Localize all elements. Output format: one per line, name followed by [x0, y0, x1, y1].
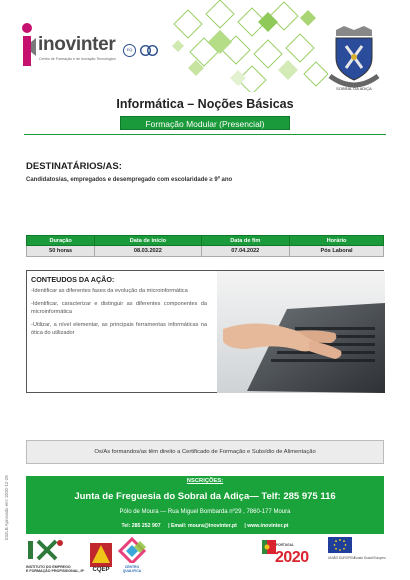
document-code: 032LB Aprovado em: 2020-12-28	[4, 475, 9, 540]
list-item: -Identificar, caracterizar e distinguir as diferentes componentes da microinformática	[31, 301, 207, 315]
inscricoes-main-contact: Junta de Freguesia do Sobral da Adiça— Telf: 285 975 116	[74, 491, 336, 502]
inscricoes-contacts	[26, 523, 384, 529]
contact-phone: Tel: 285 252 907	[121, 523, 161, 529]
cqep-mark-icon	[88, 537, 114, 573]
title-divider	[24, 134, 386, 135]
iqnet-badge-icon	[140, 44, 158, 57]
inovinter-i-icon	[18, 22, 36, 68]
table-row	[27, 246, 384, 257]
cqep-logo	[88, 537, 114, 575]
destinatarios-text: Candidatos/as, empregados e desempregado com escolaridade ≥ 9º ano	[26, 177, 233, 183]
fse-label: Fundo Social Europeu	[354, 556, 386, 560]
laptop-typing-photo	[217, 271, 385, 393]
header-data-inicio: Data de início	[95, 236, 201, 246]
eu-label: UNIÃO EUROPEIA	[328, 556, 356, 560]
cell-horario: Pós Laboral	[290, 246, 384, 257]
iefp-text: INSTITUTO DO EMPREGO E FORMAÇÃO PROFISSIONAL, IP	[26, 565, 84, 574]
green-mosaic-decoration	[168, 0, 328, 92]
portugal-2020-logo	[262, 537, 322, 573]
logo-subtitle: Centro de Formação e de Inovação Tecnológica	[39, 57, 116, 61]
qualifica-mark-icon	[114, 537, 150, 563]
certification-badge-icon: EQ	[123, 44, 136, 57]
portugal-flag-icon	[262, 540, 276, 554]
cell-data-fim: 07.04.2022	[201, 246, 290, 257]
cell-duracao: 50 horas	[27, 246, 95, 257]
header-horario: Horário	[290, 236, 384, 246]
list-item: -Identificar as diferentes fases da evolução da microinformática	[31, 288, 188, 294]
conteudos-list	[31, 287, 207, 342]
conteudos-heading: CONTEUDOS DA AÇÃO:	[31, 275, 115, 284]
list-item: -Utilizar, a nível elementar, as principais ferramentas informáticas na ótica do utilizador	[31, 322, 207, 336]
conteudos-box	[26, 270, 384, 393]
cell-data-inicio: 08.03.2022	[95, 246, 201, 257]
certificate-notice: Os/As formandos/as têm direito a Certificado de Formação e Subsídio de Alimentação	[26, 440, 384, 464]
fse-logo	[354, 537, 388, 567]
destinatarios-heading: DESTINATÁRIOS/AS:	[26, 161, 122, 172]
portugal-label: PORTUGAL	[276, 543, 294, 547]
inscricoes-box	[26, 476, 384, 534]
eu-flag-logo	[328, 537, 356, 567]
inscricoes-address: Pólo de Moura — Rua Miguel Bombarda nº29 , 7860-177 Moura	[119, 509, 291, 515]
p2020-number: 2020	[275, 549, 309, 566]
qualifica-text: CENTRO QUALIFICA	[122, 565, 142, 573]
course-title: Informática – Noções Básicas	[116, 97, 294, 111]
iefp-mark-icon	[26, 537, 66, 563]
crest-caption: SOBRAL DA ADIÇA	[336, 86, 372, 91]
contact-website-link[interactable]: | www.inovinter.pt	[244, 523, 289, 529]
iefp-logo	[26, 537, 84, 575]
header-duracao: Duração	[27, 236, 95, 246]
inscricoes-heading: NSCRIÇÕES:	[186, 478, 224, 484]
qualifica-logo	[114, 537, 150, 575]
contact-email-link[interactable]: | Email: moura@inovinter.pt	[168, 523, 237, 529]
course-modality: Formação Modular (Presencial)	[120, 116, 290, 130]
eu-flag-icon	[328, 537, 352, 553]
course-info-table	[26, 235, 384, 257]
parish-crest-icon	[326, 24, 382, 94]
table-header-row	[27, 236, 384, 246]
logo-wordmark: inovinter	[38, 34, 116, 55]
cqep-label: CQEP	[92, 567, 110, 573]
header-data-fim: Data de fim	[201, 236, 290, 246]
